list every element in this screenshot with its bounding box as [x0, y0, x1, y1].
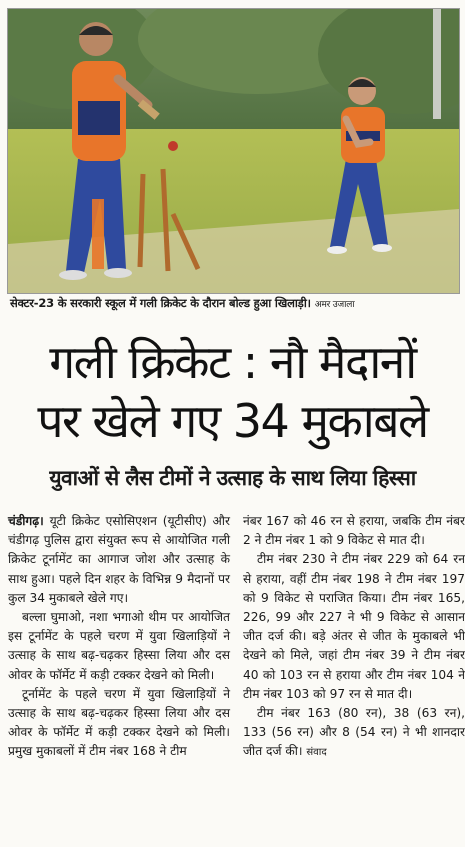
- pole: [433, 9, 441, 119]
- cricket-ball: [168, 141, 178, 151]
- paragraph-text: यूटी क्रिकेट एसोसिएशन (यूटीसीए) और चंडीगढ़ पुलिस द्वारा संयुक्त रूप से आयोजित गली क्रिकेट टूर्नामेंट का आगाज जोश और उत्साह के साथ हुआ। पहले दिन शहर के विभिन्न 9 मैदानों पर कुल 34 मुकाबले खेले गए।: [8, 514, 230, 605]
- headline-line-2: पर खेले गए 34 मुकाबले: [37, 394, 428, 448]
- paragraph: [243, 704, 465, 763]
- article-column-1: [8, 512, 230, 762]
- photo-credit: अमर उजाला: [314, 300, 355, 310]
- photo-caption: [10, 296, 460, 311]
- paragraph: [8, 512, 230, 608]
- subheadline: युवाओं से लैस टीमों ने उत्साह के साथ लिया हिस्सा: [49, 466, 416, 490]
- cricket-scene-illustration: [8, 9, 459, 293]
- paragraph-text: टीम नंबर 163 (80 रन), 38 (63 रन), 133 (56 रन) और 8 (54 रन) ने भी शानदार जीत दर्ज की।: [243, 706, 465, 759]
- dateline: चंडीगढ़।: [8, 514, 44, 528]
- paragraph: नंबर 167 को 46 रन से हराया, जबकि टीम नंबर 2 ने टीम नंबर 1 को 9 विकेट से मात दी।: [243, 514, 465, 548]
- paragraph: टीम नंबर 230 ने टीम नंबर 229 को 64 रन से हराया, वहीं टीम नंबर 198 ने टीम नंबर 197 को 9 विकेट से पराजित किया। टीम नंबर 165, 226, 99 और 227 ने भी 9 विकेट से आसान जीत दर्ज की। बड़े अंतर से जीत के मुकाबले भी देखने को मिले, जहां टीम नंबर 39 ने टीम नंबर 40 को 103 रन से हराया और टीम नंबर 104 ने टीम नंबर 103 को 97 रन से मात दी।: [243, 552, 465, 701]
- signoff: संवाद: [306, 747, 327, 759]
- cricket-photo: [7, 8, 460, 294]
- headline-line-1: गली क्रिकेट : नौ मैदानों: [49, 335, 416, 389]
- paragraph: बल्ला घुमाओ, नशा भगाओ थीम पर आयोजित इस टूर्नामेंट के पहले चरण में युवा खिलाड़ियों ने उत्साह के साथ बढ़-चढ़कर हिस्सा लिया और दस ओवर के फॉर्मेट में कड़ी टक्कर देखने को मिली।: [8, 610, 230, 682]
- article-column-2: [243, 512, 465, 763]
- caption-text: सेक्टर-23 के सरकारी स्कूल में गली क्रिकेट के दौरान बोल्ड हुआ खिलाड़ी।: [10, 296, 311, 310]
- paragraph: टूर्नामेंट के पहले चरण में युवा खिलाड़ियों ने उत्साह के साथ बढ़-चढ़कर हिस्सा लिया और दस ओवर के फॉर्मेट में कड़ी टक्कर देखने को मिली। प्रमुख मुकाबलों में टीम नंबर 168 ने टीम: [8, 686, 230, 759]
